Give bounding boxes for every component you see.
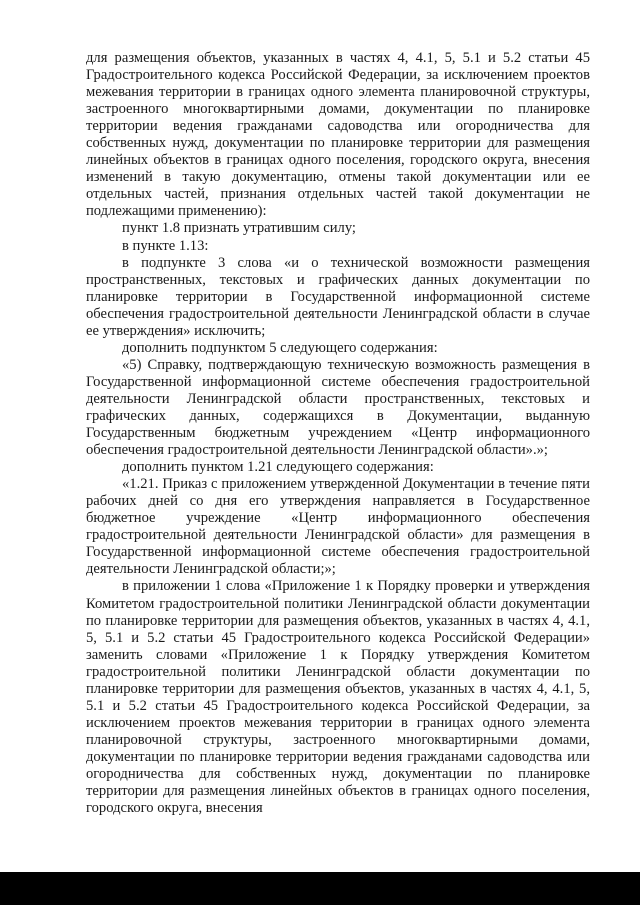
paragraph-2: пункт 1.8 признать утратившим силу; [122, 220, 356, 237]
paragraph-9: в приложении 1 слова «Приложение 1 к Порядку проверки и утверждения Комитетом градостроительной политики Ленинградской области документации по планировке территории для размещения объектов, указанных в частях 4, 4.1, 5, 5.1 и 5.2 статьи 45 Градостроительного кодекса Российской Федерации» заменить словами «Приложение 1 к Порядку утверждения Комитетом градостроительной политики Ленинградской области документации по планировке территории для размещения объектов, указанных в частях 4, 4.1, 5, 5.1 и 5.2 статьи 45 Градостроительного кодекса Российской Федерации, за исключением проектов межевания территории в границах одного элемента планировочной структуры, застроенного многоквартирными домами, документации по планировке территории ведения гражданами садоводства или огородничества для собственных нужд, документации по планировке территории для размещения линейных объектов в границах одного поселения, городского округа, внесения [86, 578, 590, 817]
paragraph-3: в пункте 1.13: [122, 237, 209, 254]
paragraph-1: для размещения объектов, указанных в частях 4, 4.1, 5, 5.1 и 5.2 статьи 45 Градостроительного кодекса Российской Федерации, за исключением проектов межевания территории в границах одного элемента планировочной структуры, застроенного многоквартирными домами, документации по планировке территории ведения гражданами садоводства или огородничества для собственных нужд, документации по планировке территории для размещения линейных объектов в границах одного поселения, городского округа, внесения изменений в такую документацию, отмены такой документации или ее отдельных частей, признания отдельных частей такой документации не подлежащими применению): [86, 50, 590, 220]
paragraph-8: «1.21. Приказ с приложением утвержденной Документации в течение пяти рабочих дней со дня его утверждения направляется в Государственное бюджетное учреждение «Центр информационного обеспечения градостроительной деятельности Ленинградской области» для размещения в Государственной информационной системе обеспечения градостроительной деятельности Ленинградской области;»; [86, 476, 590, 578]
paragraph-6: «5) Справку, подтверждающую техническую возможность размещения в Государственной информационной системе обеспечения градостроительной деятельности Ленинградской области пространственных, текстовых и графических данных, содержащихся в Документации, выданную Государственным бюджетным учреждением «Центр информационного обеспечения градостроительной деятельности Ленинградской области».»; [86, 356, 590, 459]
scan-border-band [0, 872, 640, 905]
document-page [86, 50, 590, 817]
paragraph-5: дополнить подпунктом 5 следующего содержания: [122, 339, 438, 356]
paragraph-7: дополнить пунктом 1.21 следующего содержания: [122, 459, 434, 476]
paragraph-4: в подпункте 3 слова «и о технической возможности размещения пространственных, текстовых и графических данных документации по планировке территории в Государственной информационной системе обеспечения градостроительной деятельности Ленинградской области в случае ее утверждения» исключить; [86, 254, 590, 339]
